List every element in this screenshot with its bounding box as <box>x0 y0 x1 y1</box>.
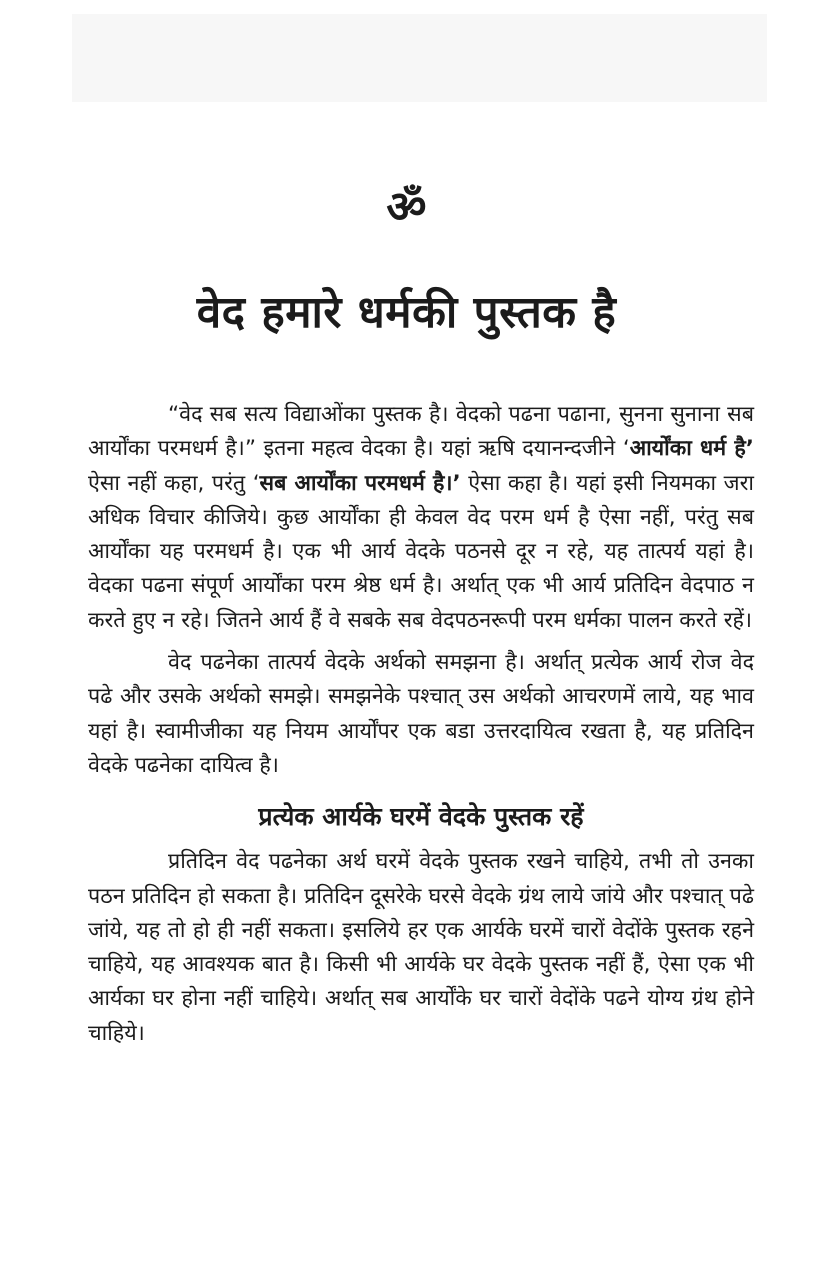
paragraph-1 <box>88 398 754 638</box>
om-symbol: ॐ <box>386 182 427 233</box>
paragraph-3: प्रतिदिन वेद पढनेका अर्थ घरमें वेदके पुस्तक रखने चाहिये, तभी तो उनका पठन प्रतिदिन हो सकता है। प्रतिदिन दूसरेके घरसे वेदके ग्रंथ लाये जांये और पश्चात् पढे जांये, यह तो हो ही नहीं सकता। इसलिये हर एक आर्यके घरमें चारों वेदोंके पुस्तक रहने चाहिये, यह आवश्यक बात है। किसी भी आर्यके घर वेदके पुस्तक नहीं हैं, ऐसा एक भी आर्यका घर होना नहीं चाहिये। अर्थात् सब आर्योंके घर चारों वेदोंके पढने योग्य ग्रंथ होने चाहिये। <box>88 849 754 1046</box>
paragraph-1-text-a: “वेद सब सत्य विद्याओंका पुस्तक है। वेदको पढना पढाना, सुनना सुनाना सब आर्योंका परमधर्म है।” इतना महत्व वेदका है। यहां ऋषि दयानन्दजीने ‘ <box>88 402 754 462</box>
paragraph-2: वेद पढनेका तात्पर्य वेदके अर्थको समझना है। अर्थात् प्रत्येक आर्य रोज वेद पढे और उसके अर्थको समझे। समझनेके पश्चात् उस अर्थको आचरणमें लाये, यह भाव यहां है। स्वामीजीका यह नियम आर्योंपर एक बडा उत्तरदायित्व रखता है, यह प्रतिदिन वेदके पढनेका दायित्व है। <box>88 650 754 778</box>
paragraph-1-bold-a: आर्योंका धर्म है’ <box>629 436 754 462</box>
scan-header-band <box>72 14 767 102</box>
page-title: वेद हमारे धर्मकी पुस्तक है <box>196 287 617 338</box>
paragraph-1-bold-b: सब आर्योंका परमधर्म है।’ <box>259 470 461 496</box>
paragraph-1-text-c: ऐसा कहा है। यहां इसी नियमका जरा अधिक विचार कीजिये। कुछ आर्योंका ही केवल वेद परम धर्म है ऐसा नहीं, परंतु सब आर्योंका यह परमधर्म है। एक भी आर्य वेदके पठनसे दूर न रहे, यह तात्पर्य यहां है। वेदका पढना संपूर्ण आर्योंका परम श्रेष्ठ धर्म है। अर्थात् एक भी आर्य प्रतिदिन वेदपाठ न करते हुए न रहे। जितने आर्य हैं वे सबके सब वेदपठनरूपी परम धर्मका पालन करते रहें। <box>88 470 754 633</box>
paragraph-1-text-b: ऐसा नहीं कहा, परंतु ‘ <box>88 470 260 496</box>
page-body <box>88 398 754 1059</box>
section-heading: प्रत्येक आर्यके घरमें वेदके पुस्तक रहें <box>258 802 584 832</box>
